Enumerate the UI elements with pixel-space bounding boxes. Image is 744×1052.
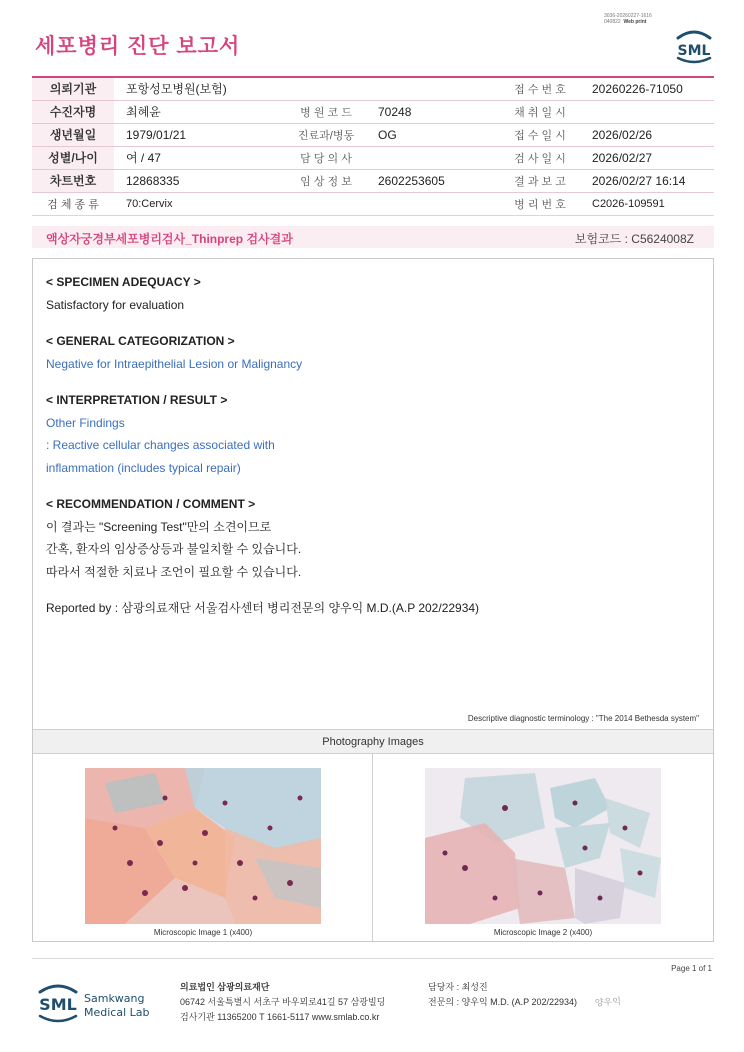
info-value: 2602253605 <box>366 169 500 192</box>
microscopic-image-1 <box>85 768 321 924</box>
info-label: 결 과 보 고 <box>500 169 580 192</box>
general-text: Negative for Intraepithelial Lesion or Malignancy <box>46 356 303 371</box>
info-label: 임 상 정 보 <box>286 169 366 192</box>
sml-logo-text: SML <box>677 43 711 59</box>
info-value: 여 / 47 <box>114 146 286 169</box>
print-code <box>604 13 652 25</box>
org-name: 의료법인 삼광의료재단 <box>180 982 270 992</box>
page-number: Page 1 of 1 <box>671 964 712 973</box>
web-print-label: Web print <box>623 19 647 25</box>
photos-heading: Photography Images <box>33 729 713 754</box>
interp-line3: inflammation (includes typical repair) <box>46 460 241 475</box>
info-label: 차트번호 <box>32 169 114 192</box>
exam-name: 액상자궁경부세포병리검사_Thinprep 검사결과 <box>46 232 293 246</box>
info-row <box>32 192 714 215</box>
info-value <box>366 146 500 169</box>
info-value: 1979/01/21 <box>114 123 286 146</box>
terminology-note: Descriptive diagnostic terminology : "The 2014 Bethesda system" <box>467 714 699 723</box>
exam-bar <box>32 226 714 248</box>
footer-logo-line2: Medical Lab <box>84 1006 150 1019</box>
info-value: C2026-109591 <box>580 192 714 215</box>
reported-by: Reported by : 삼광의료재단 서울검사센터 병리전문의 양우익 M.D.(A.P 202/22934) <box>46 601 480 615</box>
result-box <box>32 258 714 942</box>
info-value: 2026/02/27 <box>580 146 714 169</box>
info-label: 검 사 일 시 <box>500 146 580 169</box>
info-value <box>580 100 714 123</box>
print-code-line2: 040822 <box>604 19 621 25</box>
result-text <box>46 271 696 620</box>
footer-sign <box>428 980 621 1011</box>
info-value: 2026/02/27 16:14 <box>580 169 714 192</box>
footer-logo-line1: Samkwang <box>84 992 145 1005</box>
info-row <box>32 123 714 146</box>
patient-info-table <box>32 76 714 216</box>
org-contact: 검사기관 11365200 T 1661-5117 www.smlab.co.kr <box>180 1012 380 1022</box>
info-label: 생년월일 <box>32 123 114 146</box>
signature: 양우익 <box>594 997 622 1009</box>
info-label: 접 수 일 시 <box>500 123 580 146</box>
print-code-line1: 3036-20260227-1616 <box>604 13 652 19</box>
info-value: OG <box>366 123 500 146</box>
info-value: 2026/02/26 <box>580 123 714 146</box>
info-label: 수진자명 <box>32 100 114 123</box>
info-label: 검 체 종 류 <box>32 192 114 215</box>
general-heading: < GENERAL CATEGORIZATION > <box>46 334 235 348</box>
specimen-text: Satisfactory for evaluation <box>46 297 185 312</box>
info-value: 포항성모병원(보험) <box>114 77 500 100</box>
info-value: 70:Cervix <box>114 192 500 215</box>
info-value: 20260226-71050 <box>580 77 714 100</box>
info-label: 채 취 일 시 <box>500 100 580 123</box>
info-value: 70248 <box>366 100 500 123</box>
insurance-code: 보험코드 : C5624008Z <box>574 232 694 246</box>
info-row <box>32 100 714 123</box>
info-value: 12868335 <box>114 169 286 192</box>
recommend-heading: < RECOMMENDATION / COMMENT > <box>46 497 256 511</box>
info-label: 담 당 의 사 <box>286 146 366 169</box>
specialist: 전문의 : 양우익 M.D. (A.P 202/22934) <box>428 997 578 1007</box>
photo-divider <box>372 754 373 941</box>
interp-line2: : Reactive cellular changes associated with <box>46 438 275 452</box>
footer-logo-sml: SML <box>39 995 77 1014</box>
info-row <box>32 77 714 100</box>
info-row <box>32 169 714 192</box>
info-value: 최혜윤 <box>114 100 286 123</box>
info-label: 의뢰기관 <box>32 77 114 100</box>
report-title: 세포병리 진단 보고서 <box>35 35 241 58</box>
info-label: 접 수 번 호 <box>500 77 580 100</box>
footer-org <box>180 980 385 1025</box>
info-row <box>32 146 714 169</box>
footer-divider <box>32 958 714 959</box>
interp-heading: < INTERPRETATION / RESULT > <box>46 393 228 407</box>
samkwang-logo-icon <box>36 980 156 1026</box>
info-label: 진료과/병동 <box>286 123 366 146</box>
sml-logo-icon <box>672 28 716 64</box>
manager: 담당자 : 최성진 <box>428 982 488 992</box>
org-address: 06742 서울특별시 서초구 바우뫼로41길 57 삼광빌딩 <box>180 997 386 1007</box>
recommend-line3: 따라서 적절한 치료나 조언이 필요할 수 있습니다. <box>46 564 302 579</box>
caption-image-1: Microscopic Image 1 (x400) <box>153 928 253 937</box>
specimen-heading: < SPECIMEN ADEQUACY > <box>46 275 201 289</box>
info-label: 병 리 번 호 <box>500 192 580 215</box>
interp-line1: Other Findings <box>46 415 125 430</box>
caption-image-2: Microscopic Image 2 (x400) <box>493 928 593 937</box>
recommend-line2: 간혹, 환자의 임상증상등과 불일치할 수 있습니다. <box>46 542 302 556</box>
info-label: 성별/나이 <box>32 146 114 169</box>
microscopic-image-2 <box>425 768 661 924</box>
recommend-line1: 이 결과는 "Screening Test"만의 소견이므로 <box>46 519 272 534</box>
info-label: 병 원 코 드 <box>286 100 366 123</box>
